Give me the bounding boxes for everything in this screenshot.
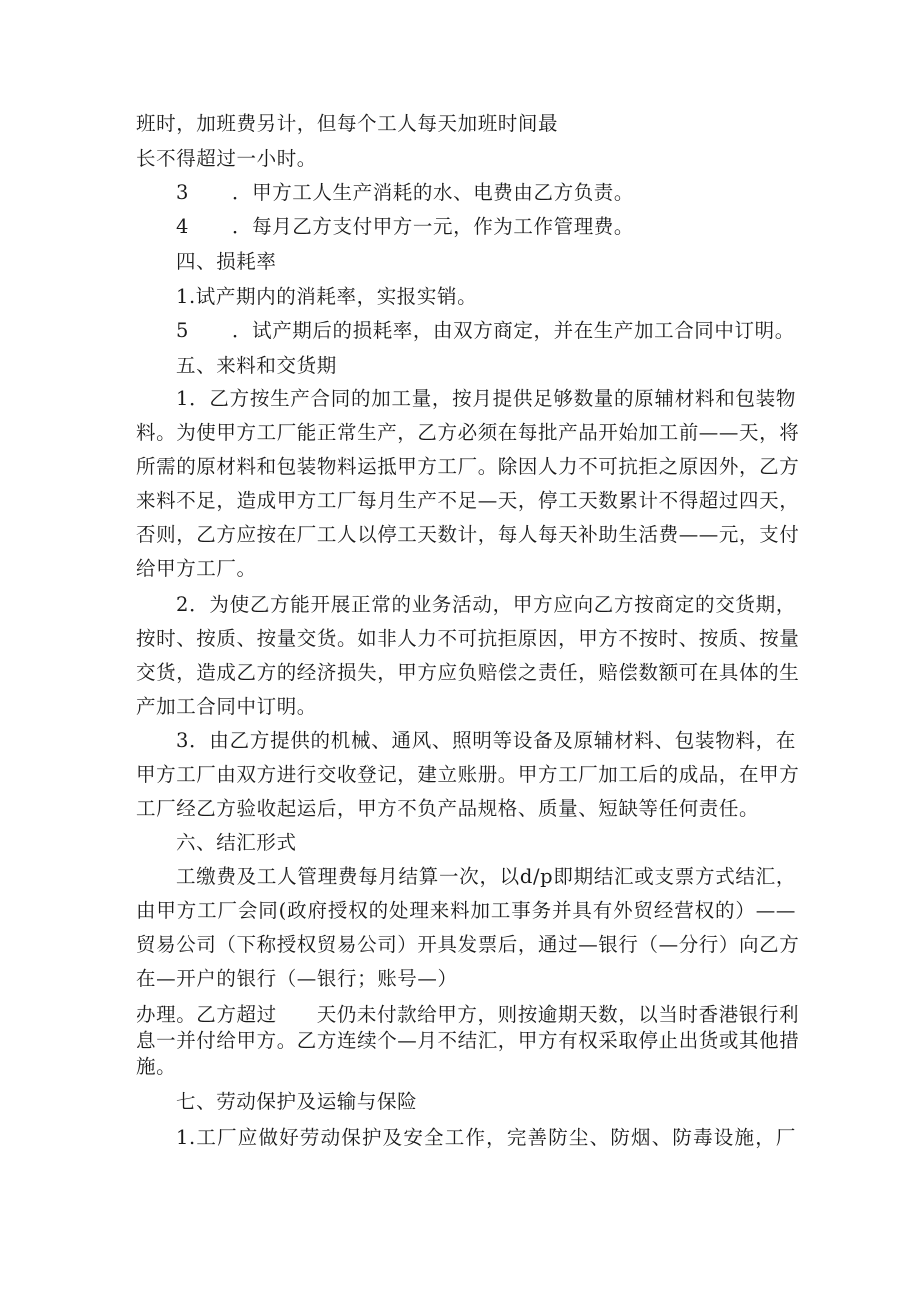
paragraph-line: 2．为使乙方能开展正常的业务活动，甲方应向乙方按商定的交货期， [176, 593, 796, 616]
item-text: ．甲方工人生产消耗的水、电费由乙方负责。 [232, 181, 635, 204]
section-heading: 五、来料和交货期 [176, 354, 337, 377]
item-text: ．试产期后的损耗率，由双方商定，并在生产加工合同中订明。 [232, 319, 795, 342]
list-item [176, 319, 796, 343]
paragraph-line: 贸易公司（下称授权贸易公司）开具发票后，通过—银行（—分行）向乙方 [136, 933, 800, 956]
paragraph-line: 甲方工厂由双方进行交收登记，建立账册。甲方工厂加工后的成品，在甲方 [136, 763, 800, 786]
paragraph-line: 来料不足，造成甲方工厂每月生产不足—天，停工天数累计不得超过四天， [136, 489, 800, 512]
paragraph-line: 所需的原材料和包装物料运抵甲方工厂。除因人力不可抗拒之原因外，乙方 [136, 455, 800, 478]
paragraph-line: 施。 [136, 1055, 177, 1078]
text-line: 1.试产期内的消耗率，实报实销。 [176, 285, 478, 308]
item-text: ．每月乙方支付甲方一元，作为工作管理费。 [232, 215, 635, 238]
text-line: 长不得超过一小时。 [136, 147, 317, 170]
text-segment: 办理。乙方超过 [136, 1003, 277, 1026]
section-heading: 四、损耗率 [176, 250, 277, 273]
list-item [176, 215, 796, 239]
paragraph-line: 息一并付给甲方。乙方连续个—月不结汇，甲方有权采取停止出货或其他措 [136, 1029, 800, 1052]
text-segment: 天仍未付款给甲方，则按逾期天数，以当时香港银行利 [316, 1003, 800, 1026]
section-heading: 六、结汇形式 [176, 831, 297, 854]
section-heading: 七、劳动保护及运输与保险 [176, 1090, 418, 1113]
item-number: 3 [176, 181, 190, 204]
list-item [176, 181, 796, 205]
paragraph-line: 1.工厂应做好劳动保护及安全工作，完善防尘、防烟、防毒设施，厂 [176, 1126, 796, 1149]
paragraph-line: 否则，乙方应按在厂工人以停工天数计，每人每天补助生活费——元，支付 [136, 523, 800, 546]
paragraph-line: 工缴费及工人管理费每月结算一次，以d/p即期结汇或支票方式结汇， [176, 865, 796, 888]
paragraph-line [136, 1003, 800, 1027]
paragraph-line: 交货，造成乙方的经济损失，甲方应负赔偿之责任，赔偿数额可在具体的生 [136, 661, 800, 684]
paragraph-line: 给甲方工厂。 [136, 557, 257, 580]
paragraph-line: 按时、按质、按量交货。如非人力不可抗拒原因，甲方不按时、按质、按量 [136, 627, 800, 650]
paragraph-line: 工厂经乙方验收起运后，甲方不负产品规格、质量、短缺等任何责任。 [136, 797, 760, 820]
paragraph-line: 3．由乙方提供的机械、通风、照明等设备及原辅材料、包装物料，在 [176, 729, 796, 752]
paragraph-line: 在—开户的银行（—银行；账号—） [136, 967, 458, 990]
paragraph-line: 1．乙方按生产合同的加工量，按月提供足够数量的原辅材料和包装物 [176, 387, 796, 410]
text-line: 班时，加班费另计，但每个工人每天加班时间最 [136, 112, 559, 135]
item-number: 5 [176, 319, 190, 342]
paragraph-line: 料。为使甲方工厂能正常生产，乙方必须在每批产品开始加工前——天，将 [136, 421, 800, 444]
item-number: 4 [176, 215, 190, 238]
paragraph-line: 产加工合同中订明。 [136, 695, 317, 718]
paragraph-line: 由甲方工厂会同(政府授权的处理来料加工事务并具有外贸经营权的）—— [136, 899, 796, 922]
